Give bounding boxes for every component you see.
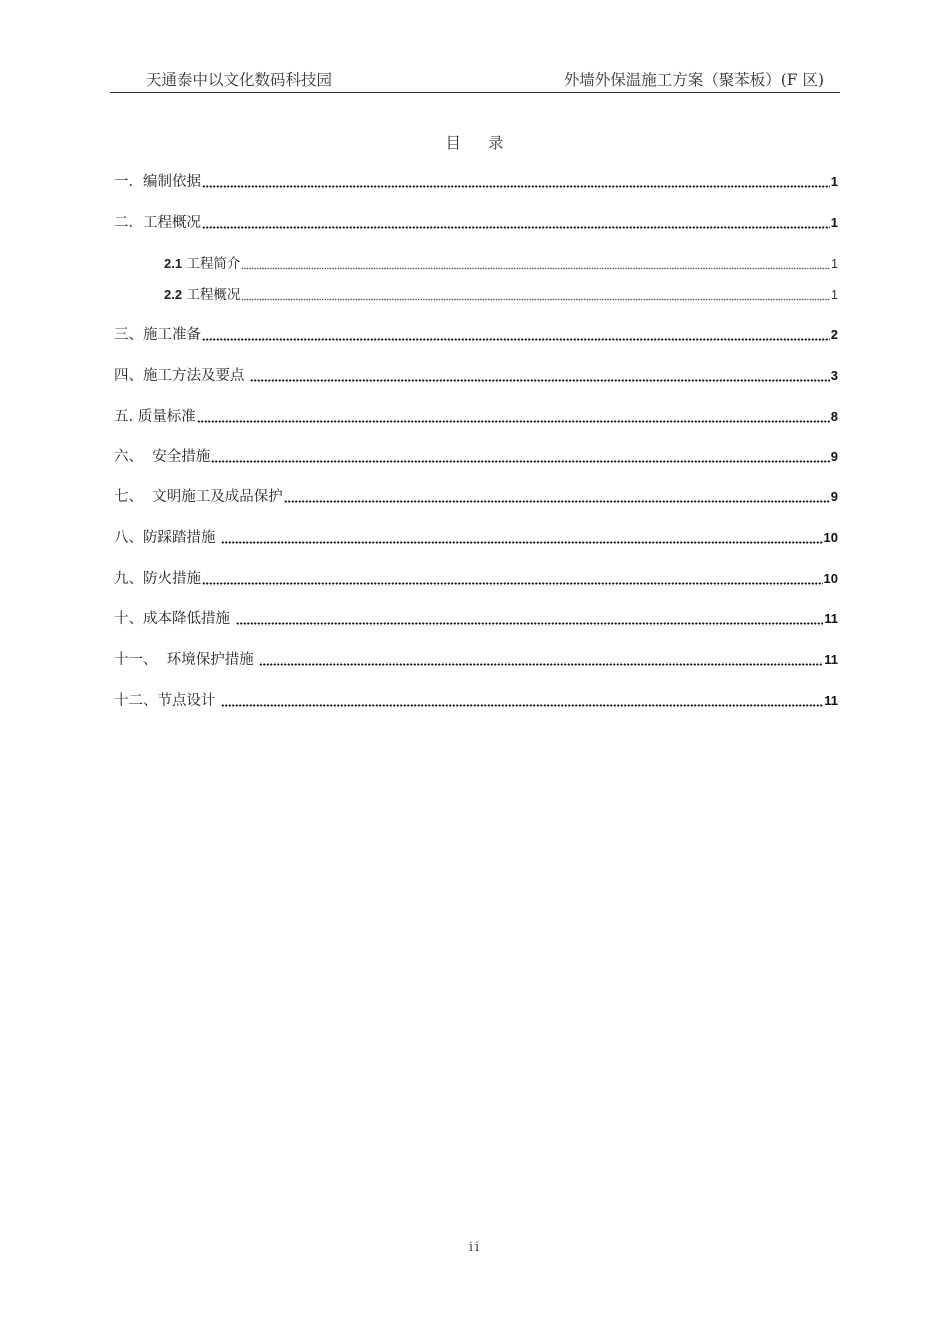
toc-entry-page: 9 bbox=[830, 489, 838, 504]
dot-leader bbox=[202, 185, 830, 188]
toc-entry-page: 11 bbox=[824, 611, 838, 626]
toc-subentry-page: 1 bbox=[831, 257, 838, 271]
toc-entry-label: 七、 文明施工及成品保护 bbox=[114, 489, 283, 505]
toc-entry-label: 十二、节点设计 bbox=[114, 693, 221, 709]
toc-entry-page: 1 bbox=[830, 215, 838, 230]
toc-entry-page: 11 bbox=[824, 652, 838, 667]
toc-entry-page: 9 bbox=[830, 449, 838, 464]
toc-entry[interactable] bbox=[114, 213, 838, 233]
dot-leader bbox=[202, 338, 830, 341]
dot-leader bbox=[284, 500, 830, 503]
toc-subentry[interactable] bbox=[164, 254, 838, 274]
toc-entry[interactable] bbox=[114, 325, 838, 345]
dot-leader bbox=[241, 298, 830, 301]
toc-entry[interactable] bbox=[114, 569, 838, 589]
toc-title: 目 录 bbox=[445, 134, 505, 152]
toc-subentry-label: 工程概况 bbox=[182, 287, 241, 303]
toc-entry-label: 四、施工方法及要点 bbox=[114, 368, 250, 384]
toc-subentry-page: 1 bbox=[831, 288, 838, 302]
toc-entry-page: 10 bbox=[823, 530, 838, 545]
toc-entry-page: 1 bbox=[830, 174, 838, 189]
toc-entry-label: 二．工程概况 bbox=[114, 215, 201, 231]
dot-leader bbox=[221, 704, 823, 707]
toc-entry-page: 11 bbox=[824, 693, 838, 708]
toc-entry-label: 三、施工准备 bbox=[114, 327, 201, 343]
dot-leader bbox=[197, 420, 830, 423]
toc-entry[interactable] bbox=[114, 172, 838, 192]
toc-entry-label: 一．编制依据 bbox=[114, 174, 201, 190]
toc-entry[interactable] bbox=[114, 366, 838, 386]
toc-entry-label: 九、防火措施 bbox=[114, 571, 201, 587]
toc-entry-page: 8 bbox=[830, 409, 838, 424]
toc-entry[interactable] bbox=[114, 650, 838, 670]
toc-entry[interactable] bbox=[114, 691, 838, 711]
dot-leader bbox=[250, 379, 830, 382]
toc-subentry[interactable] bbox=[164, 285, 838, 305]
dot-leader bbox=[241, 267, 830, 270]
toc-entry[interactable] bbox=[114, 609, 838, 629]
header-document-title: 外墙外保温施工方案（聚苯板）(F 区) bbox=[563, 71, 824, 89]
toc-entry[interactable] bbox=[114, 528, 838, 548]
toc-entry-label: 五. 质量标准 bbox=[114, 409, 196, 425]
footer-page-number: ii bbox=[468, 1240, 482, 1255]
toc-entry-label: 六、 安全措施 bbox=[114, 449, 211, 465]
toc-entry-page: 2 bbox=[830, 327, 838, 342]
toc-entry-label: 八、防踩踏措施 bbox=[114, 530, 221, 546]
dot-leader bbox=[236, 622, 824, 625]
toc-entry[interactable] bbox=[114, 487, 838, 507]
toc-entry-label: 十、成本降低措施 bbox=[114, 611, 235, 627]
header-project-name: 天通泰中以文化数码科技园 bbox=[146, 71, 333, 89]
toc-entry[interactable] bbox=[114, 407, 838, 427]
toc-entry[interactable] bbox=[114, 447, 838, 467]
toc-entry-page: 10 bbox=[823, 571, 838, 586]
dot-leader bbox=[202, 226, 830, 229]
toc-subentry-number: 2.2 bbox=[164, 287, 183, 302]
toc-entry-label: 十一、 环境保护措施 bbox=[114, 652, 259, 668]
dot-leader bbox=[259, 663, 823, 666]
page-header bbox=[110, 66, 840, 93]
toc-subentry-label: 工程简介 bbox=[182, 256, 241, 272]
dot-leader bbox=[211, 460, 830, 463]
toc-subentry-number: 2.1 bbox=[164, 256, 183, 271]
dot-leader bbox=[202, 582, 823, 585]
toc-entry-page: 3 bbox=[830, 368, 838, 383]
dot-leader bbox=[221, 541, 822, 544]
